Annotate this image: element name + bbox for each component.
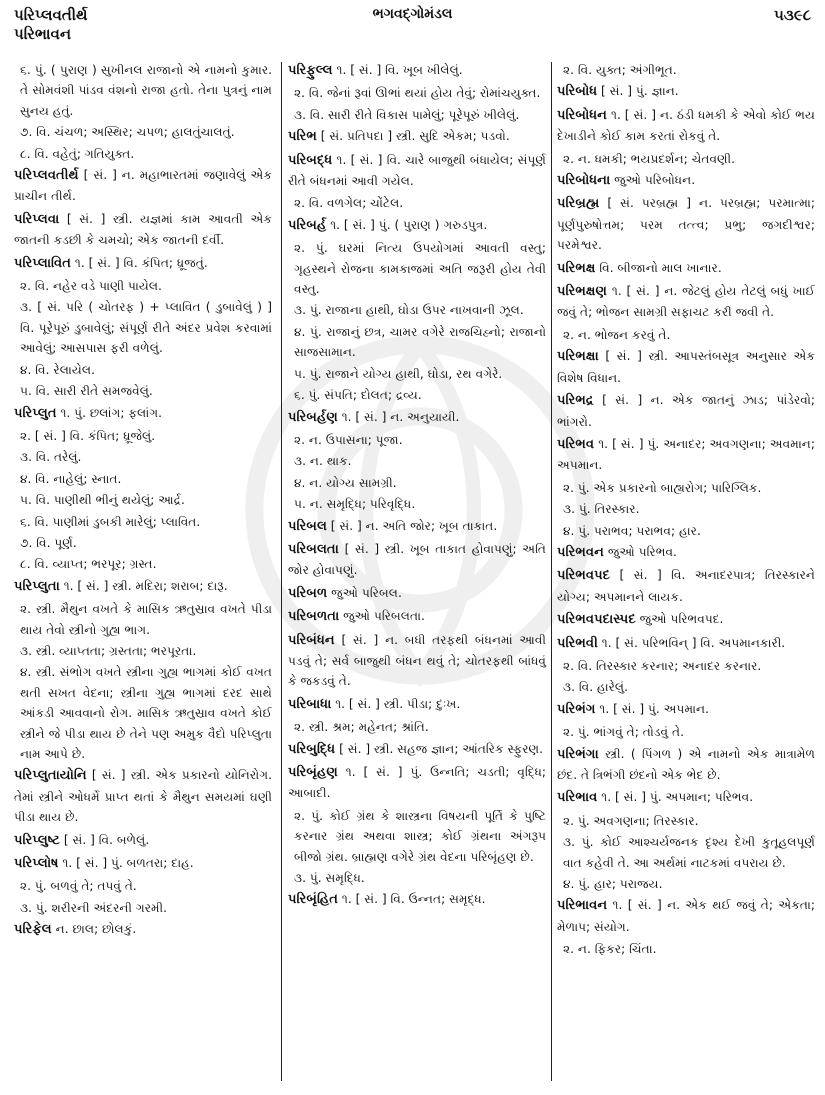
entry-definition: જુઓ પરિભવ. <box>607 544 677 559</box>
entry-sense: ૨. ન. ફિકર; ચિંતા. <box>563 942 657 957</box>
entry-definition: જુઓ પરિબલતા. <box>343 609 425 624</box>
entry-headword: પરિભવપદાસ્પદ <box>557 612 636 628</box>
entry-sense: ૩. વિ. હારેલું. <box>563 680 629 695</box>
entry-sense: ૫. ન. સમૃદ્ધિ; પરિવૃદ્ધિ. <box>294 497 416 512</box>
entry-sense: ૫. વિ. પાણીથી ભીનું થયેલું; આર્દ્ર. <box>20 493 185 508</box>
entry-sense: ૫. વિ. સારી રીતે સમજવેલું. <box>20 384 153 399</box>
entry-headword: પરિભક્ષ <box>557 260 596 276</box>
dictionary-entry <box>14 765 272 827</box>
dictionary-entry <box>14 576 272 597</box>
entry-headword: પરિબોધના <box>557 173 611 189</box>
entry-sense: ૨. પું. એક પ્રકારનો બાહ્યરોગ; પારિગ્લિક. <box>563 480 762 495</box>
entry-headword: પરિબાધા <box>288 696 332 712</box>
entry-definition: ૧. [ સં. ] ન. જેટલું હોય તેટલું બધું ખાઈ જવું તે; ભોજન સામગ્રી સફાચટ કરી જવી તે. <box>557 284 815 320</box>
entry-definition: સ્ત્રી. ( પિંગળ ) એ નામનો એક માત્રામેળ છંદ. તે ત્રિભંગી છંદનો એક ભેદ છે. <box>557 746 815 782</box>
entry-sense: ૨. ન. ઉપાસના; પૂજા. <box>294 432 403 447</box>
dictionary-entry <box>557 346 815 388</box>
entry-sense: ૪. વિ. રેલાયેલ. <box>20 362 95 377</box>
dictionary-entry <box>557 744 815 786</box>
dictionary-entry <box>288 126 546 147</box>
entry-headword: પરિભક્ષા <box>557 349 599 365</box>
column-2 <box>288 60 546 913</box>
column-1 <box>14 60 272 943</box>
entry-definition: ૧. [ સં. ] પું. બળતરા; દાહ. <box>62 856 194 871</box>
dictionary-entry <box>288 150 546 192</box>
entry-sense: ૨. વિ. વળગેલ; ચોંટેલ. <box>294 196 404 211</box>
entry-definition: ૧. પું. છલાંગ; ફલાંગ. <box>60 405 163 420</box>
dictionary-entry <box>557 105 815 147</box>
entry-sense: ૩. વિ. સારી રીતે વિકાસ પામેલું; પૂરેપૂરું ખીલેલું. <box>294 107 520 122</box>
entry-headword: પરિબળતા <box>288 609 340 625</box>
entry-definition: [ સં. ] વિ. અનાદરપાત્ર; તિરસ્કારને યોગ્ય; અપમાનને લાયક. <box>557 568 815 604</box>
dictionary-entry <box>557 281 815 323</box>
dictionary-entry <box>14 253 272 274</box>
entry-definition: [ સં. ] વિ. બળેલું. <box>63 832 150 847</box>
column-divider <box>281 62 282 1081</box>
entry-sense: ૪. વિ. નાહેલું; સ્નાત. <box>20 471 122 486</box>
entry-sense: ૫. પું. રાજાને યોગ્ય હાથી, ઘોડા, રથ વગેરે. <box>294 366 503 381</box>
entry-definition: [ સં. ] સ્ત્રી. યજ્ઞમાં કામ આવતી એક જાતની કડછી કે ચમચો; એક જાતની દર્વી. <box>14 211 273 248</box>
dictionary-entry <box>557 81 815 102</box>
entry-definition: ૧. [ સં. ] વિ. ઉન્નત; સમૃદ્ધ. <box>341 892 486 907</box>
entry-definition: જુઓ પરિભવપદ. <box>639 612 724 627</box>
entry-definition: ૧. [ સં. ] પું. અપમાન. <box>599 701 709 716</box>
entry-headword: પરિબળ <box>288 585 328 601</box>
entry-headword: પરિબોધ <box>557 84 598 100</box>
entry-headword: પરિપ્લાવિત <box>14 255 71 271</box>
dictionary-entry <box>557 193 815 255</box>
entry-headword: પરિબર્હ <box>288 217 327 233</box>
entry-definition: ૧. [ સં. ] વિ. ચારે બાજુથી બંધાયેલ; સંપૂર્ણ રીતે બંધનમાં આવી ગયેલ. <box>288 152 546 189</box>
dictionary-entry <box>14 919 272 940</box>
entry-definition: [ સં. પ્રતિપદા ] સ્ત્રી. સુદિ એકમ; પડવો. <box>320 129 510 144</box>
entry-headword: પરિભંગા <box>557 746 599 762</box>
entry-headword: પરિપ્લુત <box>14 405 57 421</box>
dictionary-entry <box>557 699 815 720</box>
entry-sense: ૨. પું. અવગણના; તિરસ્કાર. <box>563 813 699 828</box>
entry-definition: ૧. [ સં. ] સ્ત્રી. પીડા; દુઃખ. <box>335 696 461 711</box>
entry-headword: પરિભદ્ર <box>557 393 594 409</box>
entry-definition: ૧. [ સં. ] સ્ત્રી. મદિરા; શરાબ; દારૂ. <box>63 578 228 593</box>
page-number: ૫૩૯૮ <box>774 6 811 24</box>
entry-headword: પરિભવી <box>557 635 598 651</box>
dictionary-entry <box>288 694 546 715</box>
entry-headword: પરિબદ્ધ <box>288 152 333 168</box>
entry-headword: પરિપ્લુષ્ટ <box>14 832 60 848</box>
dictionary-entry <box>557 434 815 476</box>
column-3 <box>557 60 815 961</box>
entry-definition: ન. છાલ; છોલકું. <box>55 922 137 937</box>
entry-sense: ૨. વિ. જેનાં રૂવાં ઊભાં થયાં હોય તેવું; રોમાંચયુક્ત. <box>294 86 541 101</box>
dictionary-entry <box>288 60 546 81</box>
dictionary-entry <box>557 787 815 808</box>
entry-sense: ૪. પું. પરાભવ; પરાભવ; હાર. <box>563 523 701 538</box>
page-header <box>0 0 825 50</box>
entry-headword: પરિભવપદ <box>557 568 611 584</box>
entry-headword: પરિપ્લવા <box>14 211 60 227</box>
entry-sense: ૬. વિ. પાણીમાં ડુબકી મારેલું; પ્લાવિત. <box>20 514 201 529</box>
dictionary-entry <box>288 539 546 581</box>
entry-sense: ૩. પું. શરીરની અંદરની ગરમી. <box>20 900 168 915</box>
dictionary-entry <box>557 565 815 607</box>
entry-headword: પરિપ્લવતીર્થ <box>14 168 79 184</box>
entry-definition: ૧. [ સં. ] પું. અનાદર; અવગણના; અવમાન; અપમાન. <box>557 436 815 473</box>
dictionary-title: ભગવદ્ગોમંડલ <box>372 6 453 22</box>
dictionary-entry <box>14 165 272 207</box>
dictionary-entry <box>288 215 546 236</box>
entry-sense: ૨. સ્ત્રી. મૈથુન વખતે કે માસિક ઋતુસ્રાવ વખતે પીડા થાય તેવો સ્ત્રીનો ગુહ્ય ભાગ. <box>20 602 272 637</box>
dictionary-entry <box>557 609 815 630</box>
first-headword: પરિપ્લવતીર્થ <box>14 6 88 24</box>
dictionary-entry <box>288 407 546 428</box>
entry-definition: ૧. [ સં. ] ન. ઠંડી ધમકી કે એવો કોઈ ભય દેખાડીને કોઈ કામ કરતાં રોકવું તે. <box>557 107 815 144</box>
entry-definition: ૧. [ સં. ] પું. ( પુરાણ ) ગરુડપુત્ર. <box>330 217 488 232</box>
entry-definition: ૧. [ સં. ] ન. એક થઈ જવું તે; એકતા; મેળાપ; સંયોગ. <box>557 898 815 934</box>
entry-sense: ૨. વિ. નહેર વડે પાણી પાયેલ. <box>20 279 162 294</box>
entry-definition: ૧. [ સં. ] પું. અપમાન; પરિભવ. <box>601 790 754 805</box>
entry-headword: પરિબલતા <box>288 541 339 557</box>
entry-definition: [ સં. પરબ્રહ્મ ] ન. પરબ્રહ્મ; પરમાત્મા; પૂર્ણપુરુષોત્તમ; પરમ તત્ત્વ; પ્રભુ; જગદીશ્વર; પરમેશ્વર. <box>557 196 816 253</box>
entry-sense: ૨. પું. બળવું તે; તપવું તે. <box>20 879 137 894</box>
dictionary-entry <box>14 830 272 851</box>
entry-sense: ૩. સ્ત્રી. વ્યાપ્તતા; ગ્રસ્તતા; ભરપૂરતા. <box>20 643 197 658</box>
last-headword: પરિભાવન <box>14 25 72 43</box>
entry-definition: ૧. [ સં. ] ન. અનુયાયી. <box>341 409 460 424</box>
entry-headword: પરિફુલ્લ <box>288 63 333 78</box>
entry-sense: ૭. વિ. પૂર્ણ. <box>20 535 77 550</box>
entry-headword: પરિપ્લોષ <box>14 856 59 872</box>
entry-sense: ૪. સ્ત્રી. સંભોગ વખતે સ્ત્રીના ગુહ્ય ભાગમાં કોઈ વખત થતી સખત વેદના; સ્ત્રીના ગુહ્ય ભાગમાં દરદ સાથે આંકડી આવવાનો રોગ. માસિક ઋતુસ્રાવ વખતે કોઈ સ્ત્રીને જે પીડા થાય છે તેને પણ અમુક વૈદો પરિપ્લુતા નામ આપે છે. <box>20 665 272 761</box>
dictionary-entry <box>288 606 546 627</box>
entry-definition: વિ. બીજાનો માલ ખાનાર. <box>599 260 722 275</box>
entry-sense: ૩. [ સં. પરિ ( ચોતરફ ) + પ્લાવિત ( ડુબાવેલું ) ] વિ. પૂરેપૂરું ડુબાવેલું; સંપૂર્ણ રીતે અંદર પ્રવેશ કરવામાં આવેલું; આસપાસ ફરી વળેલું. <box>20 300 272 356</box>
entry-headword: પરિબૃંહિત <box>288 892 339 908</box>
entry-definition: [ સં. ] ન. અતિ જોર; ખૂબ તાકાત. <box>330 518 498 533</box>
dictionary-entry <box>14 403 272 424</box>
dictionary-entry <box>288 630 546 692</box>
entry-definition: [ સં. ] ન. એક જાતનું ઝાડ; પાંડેરવો; ભાંગરો. <box>557 393 815 429</box>
entry-definition: ૧. [ સં. ] વિ. ખૂબ ખીલેલું. <box>336 63 463 77</box>
entry-headword: પરિભવન <box>557 544 604 560</box>
dictionary-entry <box>557 258 815 279</box>
entry-headword: પરિભાવ <box>557 790 598 806</box>
entry-definition: જુઓ પરિબોધન. <box>614 173 696 188</box>
entry-sense: ૨. ન. ધમકી; ભયપ્રદર્શન; ચેતવણી. <box>563 151 736 166</box>
entry-sense: ૩. વિ. તરેલું. <box>20 450 82 465</box>
entry-headword: પરિપ્લુતા <box>14 578 60 594</box>
dictionary-entry <box>557 390 815 432</box>
dictionary-entry <box>288 762 546 804</box>
entry-headword: પરિબંધન <box>288 632 335 648</box>
dictionary-entry <box>557 170 815 191</box>
entry-sense: ૪. પું. રાજાનું છત્ર, ચામર વગેરે રાજચિહ્નો; રાજાનો સાજસામાન. <box>294 324 546 360</box>
entry-sense: ૨. પું. ઘરમાં નિત્ય ઉપયોગમાં આવતી વસ્તુ; ગૃહસ્થને રોજના કામકાજમાં અતિ જરૂરી હોય તેવી વસ્તુ. <box>294 241 546 297</box>
entry-definition: ૧. [ સં. પરિભવિન્ ] વિ. અપમાનકારી. <box>601 635 786 650</box>
entry-headword: પરિફેલ <box>14 922 52 938</box>
dictionary-entry <box>288 516 546 537</box>
column-divider <box>551 62 552 1081</box>
entry-headword: પરિબર્હણ <box>288 409 338 425</box>
entry-headword: પરિભંગ <box>557 701 596 717</box>
entry-definition: [ સં. ] સ્ત્રી. આપસ્તંબસૂત્ર અનુસાર એક વિશેષ વિધાન. <box>557 349 816 385</box>
entry-sense: ૩. ન. થાક. <box>294 454 352 469</box>
entry-headword: પરિપ્લુતાયોનિ <box>14 768 87 784</box>
entry-definition: ૧. [ સં. ] વિ. કંપિત; ધ્રૂજતું. <box>74 255 208 270</box>
entry-headword: પરિબલ <box>288 518 327 534</box>
entry-sense: ૩. પું. કોઈ આશ્ચર્યજનક દૃશ્ય દેખી કુતૂહલપૂર્ણ વાત કહેવી તે. આ અર્થમાં નાટકમાં વપરાય છે. <box>563 835 815 870</box>
entry-sense: ૬. પું. ( પુરાણ ) સુખીનલ રાજાનો એ નામનો કુમાર. તે સોમવંશી પાંડવ વંશનો રાજા હતો. તેના પુત્રનું નામ સુનય હતું. <box>20 63 272 118</box>
entry-definition: [ સં. ] પું. જ્ઞાન. <box>601 84 679 99</box>
entry-headword: પરિબોધન <box>557 107 607 123</box>
entry-definition: [ સં. ] સ્ત્રી. સહજ જ્ઞાન; આંતરિક સ્ફુરણ. <box>339 741 544 756</box>
entry-sense: ૮. વિ. વહેતું; ગતિયુક્ત. <box>20 146 135 161</box>
entry-sense: ૩. પું. રાજાના હાથી, ઘોડા ઉપર નાખવાની ઝૂલ. <box>294 303 524 318</box>
entry-sense: ૭. વિ. ચંચળ; અસ્થિર; ચપળ; હાલતુંચાલતું. <box>20 125 235 140</box>
dictionary-entry <box>288 739 546 760</box>
entry-headword: પરિબુદ્ધિ <box>288 741 336 757</box>
entry-definition: [ સં. ] સ્ત્રી. એક પ્રકારનો યોનિરોગ. તેમાં સ્ત્રીને ઓધર્મે પ્રાપ્ત થતાં કે મૈથુન સમયમાં ઘણી પીડા થાય છે. <box>14 768 272 825</box>
dictionary-entry <box>14 853 272 874</box>
entry-headword: પરિભાવન <box>557 898 608 914</box>
entry-sense: ૪. ન. યોગ્ય સામગ્રી. <box>294 475 397 490</box>
entry-sense: ૨. પું. ભાંગવું તે; તોડવું તે. <box>563 725 684 740</box>
dictionary-entry <box>288 889 546 910</box>
entry-definition: [ સં. ] ન. મહાભારતમાં જણાવેલું એક પ્રાચીન તીર્થ. <box>14 168 273 204</box>
entry-headword: પરિભક્ષણ <box>557 284 607 300</box>
entry-sense: ૨. ન. ભોજન કરવું તે. <box>563 327 671 342</box>
entry-sense: ૬. પું. સંપતિ; દોલત; દ્રવ્ય. <box>294 388 422 403</box>
entry-headword: પરિબ્રહ્મ <box>557 196 600 212</box>
dictionary-entry <box>557 542 815 563</box>
entry-headword: પરિબૃંહણ <box>288 765 338 780</box>
entry-sense: ૨. વિ. યુક્ત; અંગીભૂત. <box>563 63 677 77</box>
entry-sense: ૪. પું. હાર; પરાજય. <box>563 877 663 892</box>
entry-headword: પરિભ <box>288 129 317 145</box>
entry-sense: ૩. પું. તિરસ્કાર. <box>563 502 640 517</box>
entry-sense: ૨. [ સં. ] વિ. કંપિત; ધ્રૂજેલું. <box>20 428 156 443</box>
dictionary-entry <box>557 633 815 654</box>
dictionary-entry <box>14 209 272 251</box>
entry-sense: ૨. વિ. તિરસ્કાર કરનાર; અનાદર કરનાર. <box>563 658 762 673</box>
entry-definition: [ સં. ] સ્ત્રી. ખૂબ તાકાત હોવાપણું; અતિ જોર હોવાપણું. <box>288 541 546 578</box>
entry-sense: ૮. વિ. વ્યાપ્ત; ભરપૂર; ગ્રસ્ત. <box>20 557 157 572</box>
entry-sense: ૨. સ્ત્રી. શ્રમ; મહેનત; શ્રાંતિ. <box>294 720 429 735</box>
entry-definition: જુઓ પરિબલ. <box>331 585 402 600</box>
entry-sense: ૩. પું. સમૃદ્ધિ. <box>294 871 365 886</box>
dictionary-entry <box>288 583 546 604</box>
entry-definition: ૧. [ સં. ] પું. ઉન્નતિ; ચડતી; વૃદ્ધિ; આબાદી. <box>288 765 546 801</box>
entry-headword: પરિભવ <box>557 436 595 452</box>
dictionary-entry <box>557 895 815 937</box>
entry-sense: ૨. પું. કોઈ ગ્રંથ કે શાસ્ત્રના વિષયની પૂર્તિ કે પુષ્ટિ કરનાર ગ્રંથ અથવા શાસ્ત્ર; કોઈ ગ્રંથના અંગરૂપ બીજો ગ્રંથ. બ્રાહ્મણ વગેરે ગ્રંથ વેદના પરિબૃંહણ છે. <box>294 808 546 864</box>
entry-definition: [ સં. ] ન. બધી તરફથી બંધનમાં આવી પડવું તે; સર્વ બાજુથી બંધન થવું તે; ચોતરફથી બાંધવું કે જકડવું તે. <box>288 632 546 689</box>
